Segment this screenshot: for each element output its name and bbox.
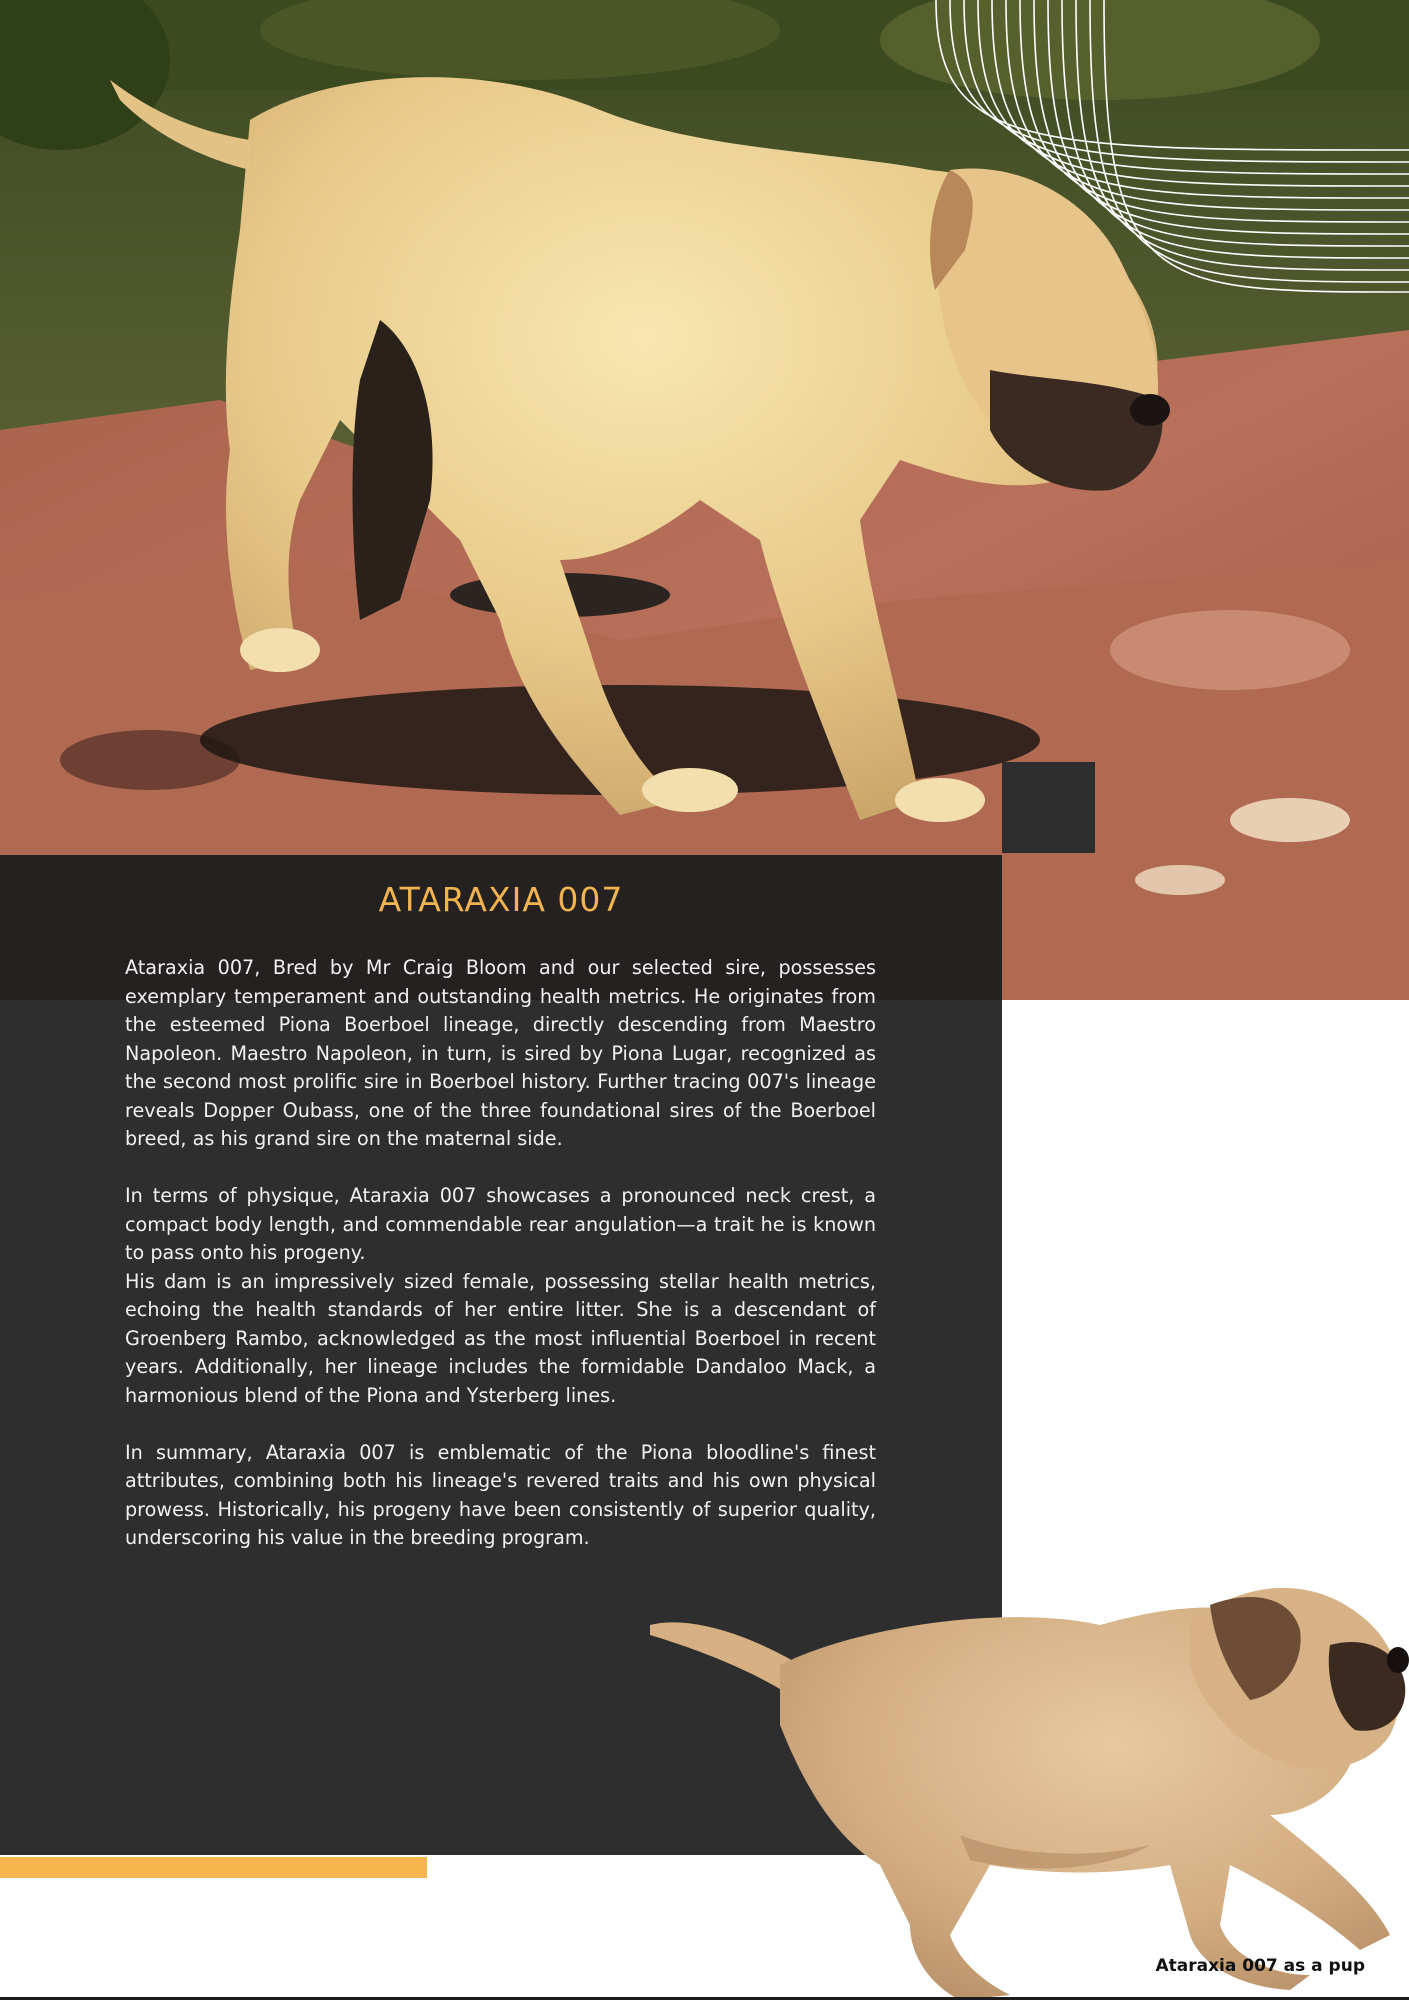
description (125, 954, 876, 1553)
paragraph-physique: In terms of physique, Ataraxia 007 showcases a pronounced neck crest, a compact body length, and commendable rear angulation—a trait he is known to pass onto his progeny. (125, 1184, 876, 1264)
paragraph-summary: In summary, Ataraxia 007 is emblematic of the Piona bloodline's finest attributes, combining both his lineage's revered traits and his own physical prowess. Historically, his progeny have been consistently of superior quality, underscoring his value in the breeding program. (125, 1440, 876, 1549)
puppy-photo (630, 1535, 1409, 2000)
paragraph-lineage: Ataraxia 007, Bred by Mr Craig Bloom and our selected sire, possesses exemplary temperament and outstanding health metrics. He originates from the esteemed Piona Boerboel lineage, directly descending from Maestro Napoleon. Maestro Napoleon, in turn, is sired by Piona Lugar, recognized as the second most prolific sire in Boerboel history. Further tracing 007's lineage reveals Dopper Oubass, one of the three foundational sires of the Boerboel breed, as his grand sire on the maternal side. (125, 956, 876, 1150)
decorative-arc-lines (930, 0, 1409, 300)
page-title: ATARAXIA 007 (378, 880, 624, 919)
decorative-dark-square (1002, 762, 1095, 853)
accent-bar (0, 1857, 427, 1878)
paragraph-dam: His dam is an impressively sized female, possessing stellar health metrics, echoing the health standards of her entire litter. She is a descendant of Groenberg Rambo, acknowledged as the most influential Boerboel in recent years. Additionally, her lineage includes the formidable Dandaloo Mack, a harmonious blend of the Piona and Ysterberg lines. (125, 1269, 876, 1407)
puppy-caption: Ataraxia 007 as a pup (1155, 1956, 1365, 1976)
